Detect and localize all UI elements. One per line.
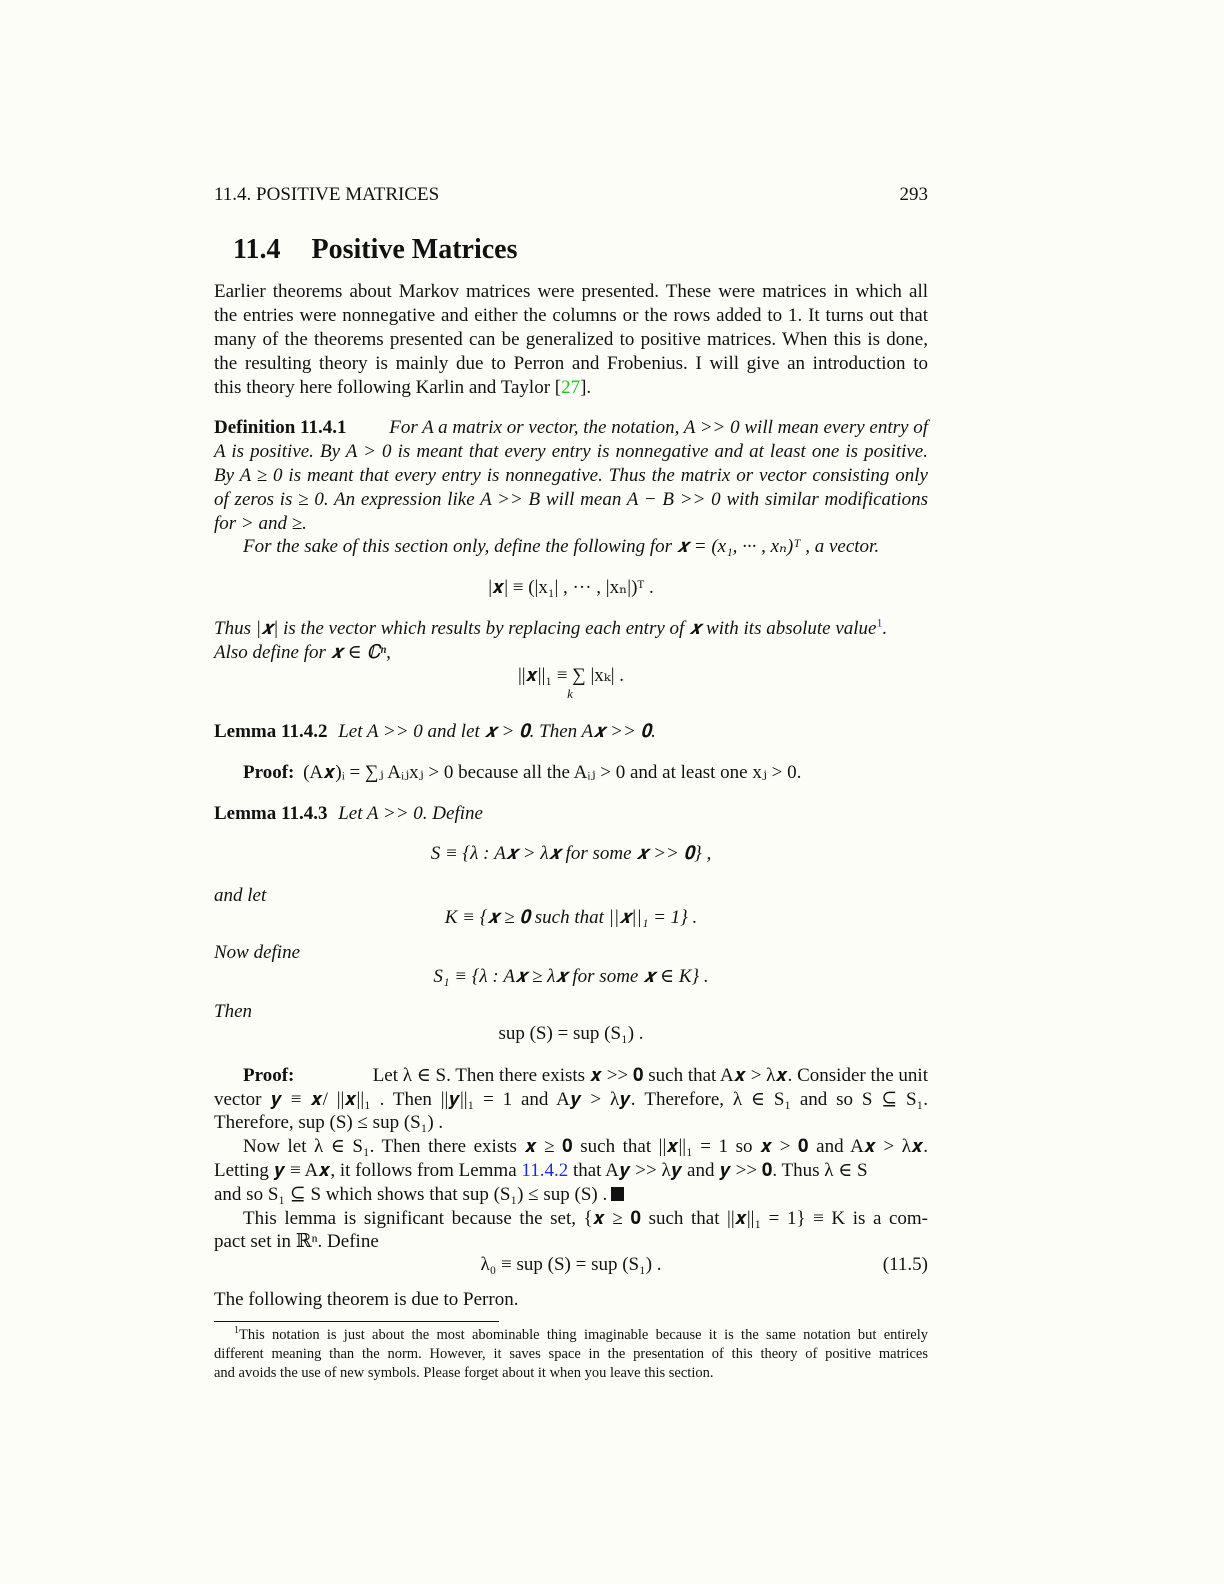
sup-equation: sup (S) = sup (S₁) . bbox=[498, 1023, 644, 1044]
definition-also-line: Also define for 𝒙 ∈ ℂⁿ, bbox=[214, 642, 391, 663]
section-heading bbox=[233, 234, 518, 266]
qed-square-icon bbox=[611, 1187, 624, 1201]
proof-label: Proof: bbox=[243, 762, 295, 783]
proof-line: vector 𝒚 ≡ 𝒙/ ||𝒙||₁ . Then ||𝒚||₁ = 1 and A𝒚 > λ𝒚. Therefore, λ ∈ S₁ and so S ⊆ S₁. bbox=[214, 1089, 928, 1110]
norm-equation: ||𝒙||₁ ≡ ∑ |xₖ| . k bbox=[214, 664, 928, 701]
intro-line: the entries were nonnegative and either the columns or the rows added to 1. It turns out that bbox=[214, 305, 928, 326]
intro-line: Earlier theorems about Markov matrices were presented. These were matrices in which all bbox=[214, 281, 928, 302]
set-S1-equation: S₁ ≡ {λ : A𝒙 ≥ λ𝒙 for some 𝒙 ∈ K} . bbox=[433, 966, 709, 987]
definition-line: A is positive. By A > 0 is meant that every entry is nonnegative and at least one is positive. bbox=[214, 441, 928, 462]
intro-last-line: this theory here following Karlin and Taylor [27]. bbox=[214, 377, 592, 398]
intro-line: the resulting theory is mainly due to Perron and Frobenius. I will give an introduction to bbox=[214, 353, 928, 374]
definition-line: for > and ≥. bbox=[214, 513, 307, 534]
intro-line: many of the theorems presented can be generalized to positive matrices. When this is done, bbox=[214, 329, 928, 350]
footnote-line-1: $^1$This notation is just about the most abominable thing imaginable because it is the same notation but entirely bbox=[234, 1325, 928, 1343]
proof-line-6: and so S₁ ⊆ S which shows that sup (S₁) ≤ sup (S) . bbox=[214, 1183, 928, 1207]
equation-number: (11.5) bbox=[882, 1254, 928, 1275]
proof-label: Proof: bbox=[243, 1065, 295, 1086]
lemma-11-4-3: Lemma 11.4.3 Let A >> 0. Define bbox=[214, 803, 483, 824]
footnote-line: and avoids the use of new symbols. Please forget about it when you leave this section. bbox=[214, 1365, 714, 1381]
definition-sake-line: For the sake of this section only, define the following for 𝒙 = (x₁, ··· , xₙ)ᵀ , a vector. bbox=[243, 536, 880, 557]
footnote-mark: 1 bbox=[234, 1325, 239, 1337]
citation-link[interactable]: 27 bbox=[561, 377, 581, 398]
section-number: 11.4 bbox=[233, 234, 281, 265]
now-define-text: Now define bbox=[214, 942, 301, 963]
footnote-line: different meaning than the norm. However, it saves space in the presentation of this theory of positive matrices bbox=[214, 1346, 928, 1362]
lemma-label: Lemma 11.4.3 bbox=[214, 803, 328, 824]
proof-line-5: Letting 𝒚 ≡ A𝒙, it follows from Lemma 11.4.2 that A𝒚 >> λ𝒚 and 𝒚 >> 𝟎. Thus λ ∈ S bbox=[214, 1160, 868, 1181]
lambda0-equation: λ₀ ≡ sup (S) = sup (S₁) . bbox=[480, 1254, 662, 1275]
significance-line: This lemma is significant because the set, {𝒙 ≥ 𝟎 such that ||𝒙||₁ = 1} ≡ K is a com- bbox=[243, 1208, 928, 1229]
lemma-reference-link[interactable]: 11.4.2 bbox=[521, 1160, 569, 1181]
definition-line: of zeros is ≥ 0. An expression like A >> B will mean A − B >> 0 with similar modifications bbox=[214, 489, 928, 510]
set-S-equation: S ≡ {λ : A𝒙 > λ𝒙 for some 𝒙 >> 𝟎} , bbox=[430, 843, 712, 864]
lemma-11-4-2: Lemma 11.4.2 Let A >> 0 and let 𝒙 > 𝟎. Then A𝒙 >> 𝟎. bbox=[214, 721, 656, 742]
lemma-label: Lemma 11.4.2 bbox=[214, 721, 328, 742]
definition-line: By A ≥ 0 is meant that every entry is nonnegative. Thus the matrix or vector consisting only bbox=[214, 465, 928, 486]
closing-sentence: The following theorem is due to Perron. bbox=[214, 1289, 519, 1310]
abs-value-equation: |𝒙| ≡ (|x₁| , ··· , |xₙ|)ᵀ . bbox=[488, 577, 654, 598]
significance-line: pact set in ℝⁿ. Define bbox=[214, 1231, 379, 1252]
section-title: Positive Matrices bbox=[311, 234, 518, 265]
definition-label: Definition 11.4.1 bbox=[214, 417, 347, 438]
page-number: 293 bbox=[899, 184, 928, 205]
set-K-equation: K ≡ {𝒙 ≥ 𝟎 such that ||𝒙||₁ = 1} . bbox=[444, 907, 698, 928]
definition-line-1: Definition 11.4.1 For A a matrix or vector, the notation, A >> 0 will mean every entry of bbox=[214, 417, 928, 438]
proof-line-1: Proof: Let λ ∈ S. Then there exists 𝒙 >> 𝟎 such that A𝒙 > λ𝒙. Consider the unit bbox=[243, 1065, 928, 1086]
and-let-text: and let bbox=[214, 885, 267, 906]
sum-index: k bbox=[567, 686, 573, 701]
definition-thus-line: Thus |𝒙| is the vector which results by replacing each entry of 𝒙 with its absolute value$^1$. bbox=[214, 615, 888, 639]
footnote-rule bbox=[214, 1321, 499, 1322]
running-title: 11.4. POSITIVE MATRICES bbox=[214, 184, 440, 205]
proof-line: Now let λ ∈ S₁. Then there exists 𝒙 ≥ 𝟎 such that ||𝒙||₁ = 1 so 𝒙 > 𝟎 and A𝒙 > λ𝒙. bbox=[243, 1136, 928, 1157]
lemma-11-4-2-proof: Proof: (A𝒙)ᵢ = ∑ⱼ Aᵢⱼxⱼ > 0 because all the Aᵢⱼ > 0 and at least one xⱼ > 0. bbox=[243, 762, 802, 783]
proof-line: Therefore, sup (S) ≤ sup (S₁) . bbox=[214, 1112, 444, 1133]
running-header bbox=[214, 184, 928, 206]
footnote-ref[interactable]: 1 bbox=[876, 615, 883, 630]
then-text: Then bbox=[214, 1001, 252, 1022]
